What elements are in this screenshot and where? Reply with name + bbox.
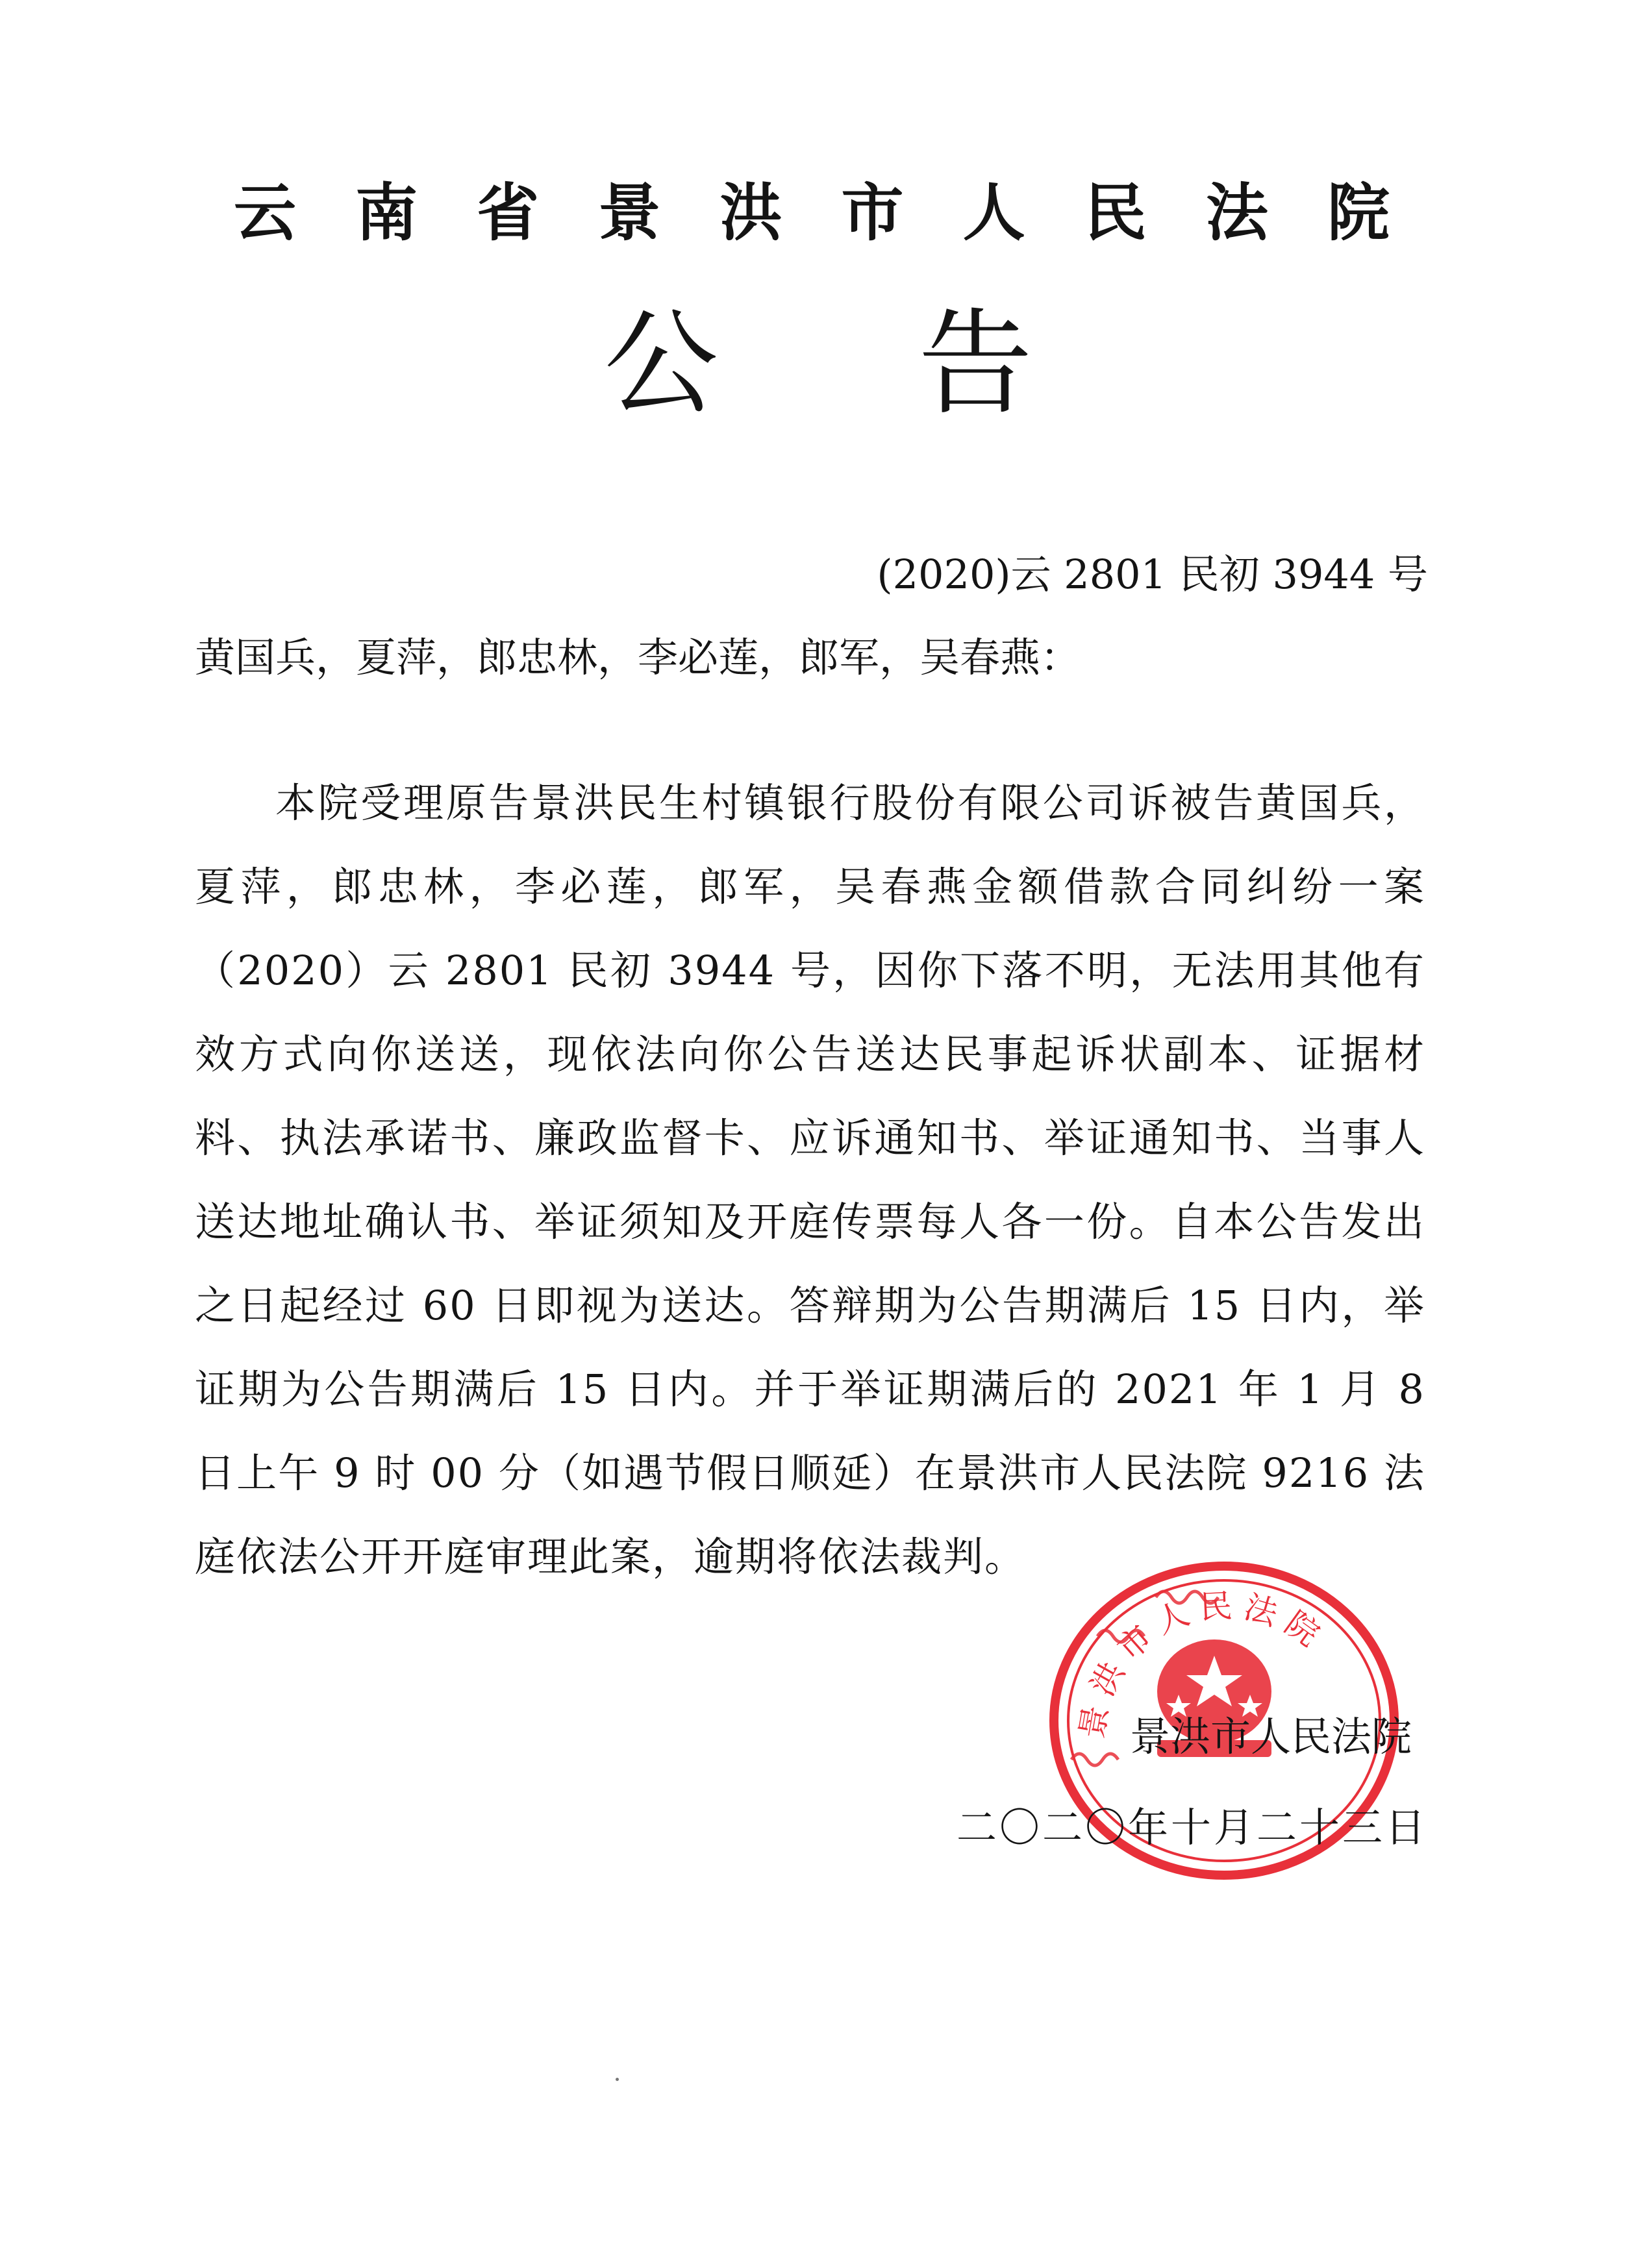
court-name-char: 院 <box>1327 175 1390 249</box>
title-char: 公 <box>604 297 719 430</box>
signing-date: 二〇二〇年十月二十三日 <box>956 1804 1428 1851</box>
scan-speck <box>616 2078 619 2081</box>
court-name-char: 洪 <box>719 175 782 249</box>
court-name-char: 南 <box>355 175 418 249</box>
court-name-char: 省 <box>477 175 540 249</box>
court-name-char: 云 <box>234 175 296 249</box>
notice-body: 本院受理原告景洪民生村镇银行股份有限公司诉被告黄国兵，夏萍，郎忠林，李必莲，郎军，吴春燕金额借款合同纠纷一案（2020）云 2801 民初 3944 号，因你下落不明，无法用其他有效方式向你送送，现依法向你公告送达民事起诉状副本、证据材料、执法承诺书、廉政监督卡、应诉通知书、举证通知书、当事人送达地址确认书、举证须知及开庭传票每人各一份。自本公告发出之日起经过 60 日即视为送达。答辩期为公告期满后 15 日内，举证期为公告期满后 15 日内。并于举证期满后的 2021 年 1 月 8 日上午 9 时 00 分（如遇节假日顺延）在景洪市人民法院 9216 法庭依法公开开庭审理此案，逾期将依法裁判。 <box>195 779 1425 1580</box>
addressees-line: 黄国兵，夏萍，郎忠林，李必莲，郎军，吴春燕： <box>195 634 1081 681</box>
title-char: 告 <box>918 297 1032 430</box>
seal-text-arc: 景洪市人民法院 <box>1073 1586 1334 1741</box>
court-name-char: 民 <box>1084 175 1147 249</box>
case-number: (2020)云 2801 民初 3944 号 <box>877 551 1428 598</box>
court-name-char: 法 <box>1205 175 1268 249</box>
court-name-heading <box>234 166 1390 250</box>
court-name-char: 景 <box>598 175 661 249</box>
court-name-char: 市 <box>841 175 904 249</box>
document-title <box>604 286 1032 430</box>
signing-court: 景洪市人民法院 <box>1130 1713 1412 1760</box>
court-name-char: 人 <box>962 175 1025 249</box>
